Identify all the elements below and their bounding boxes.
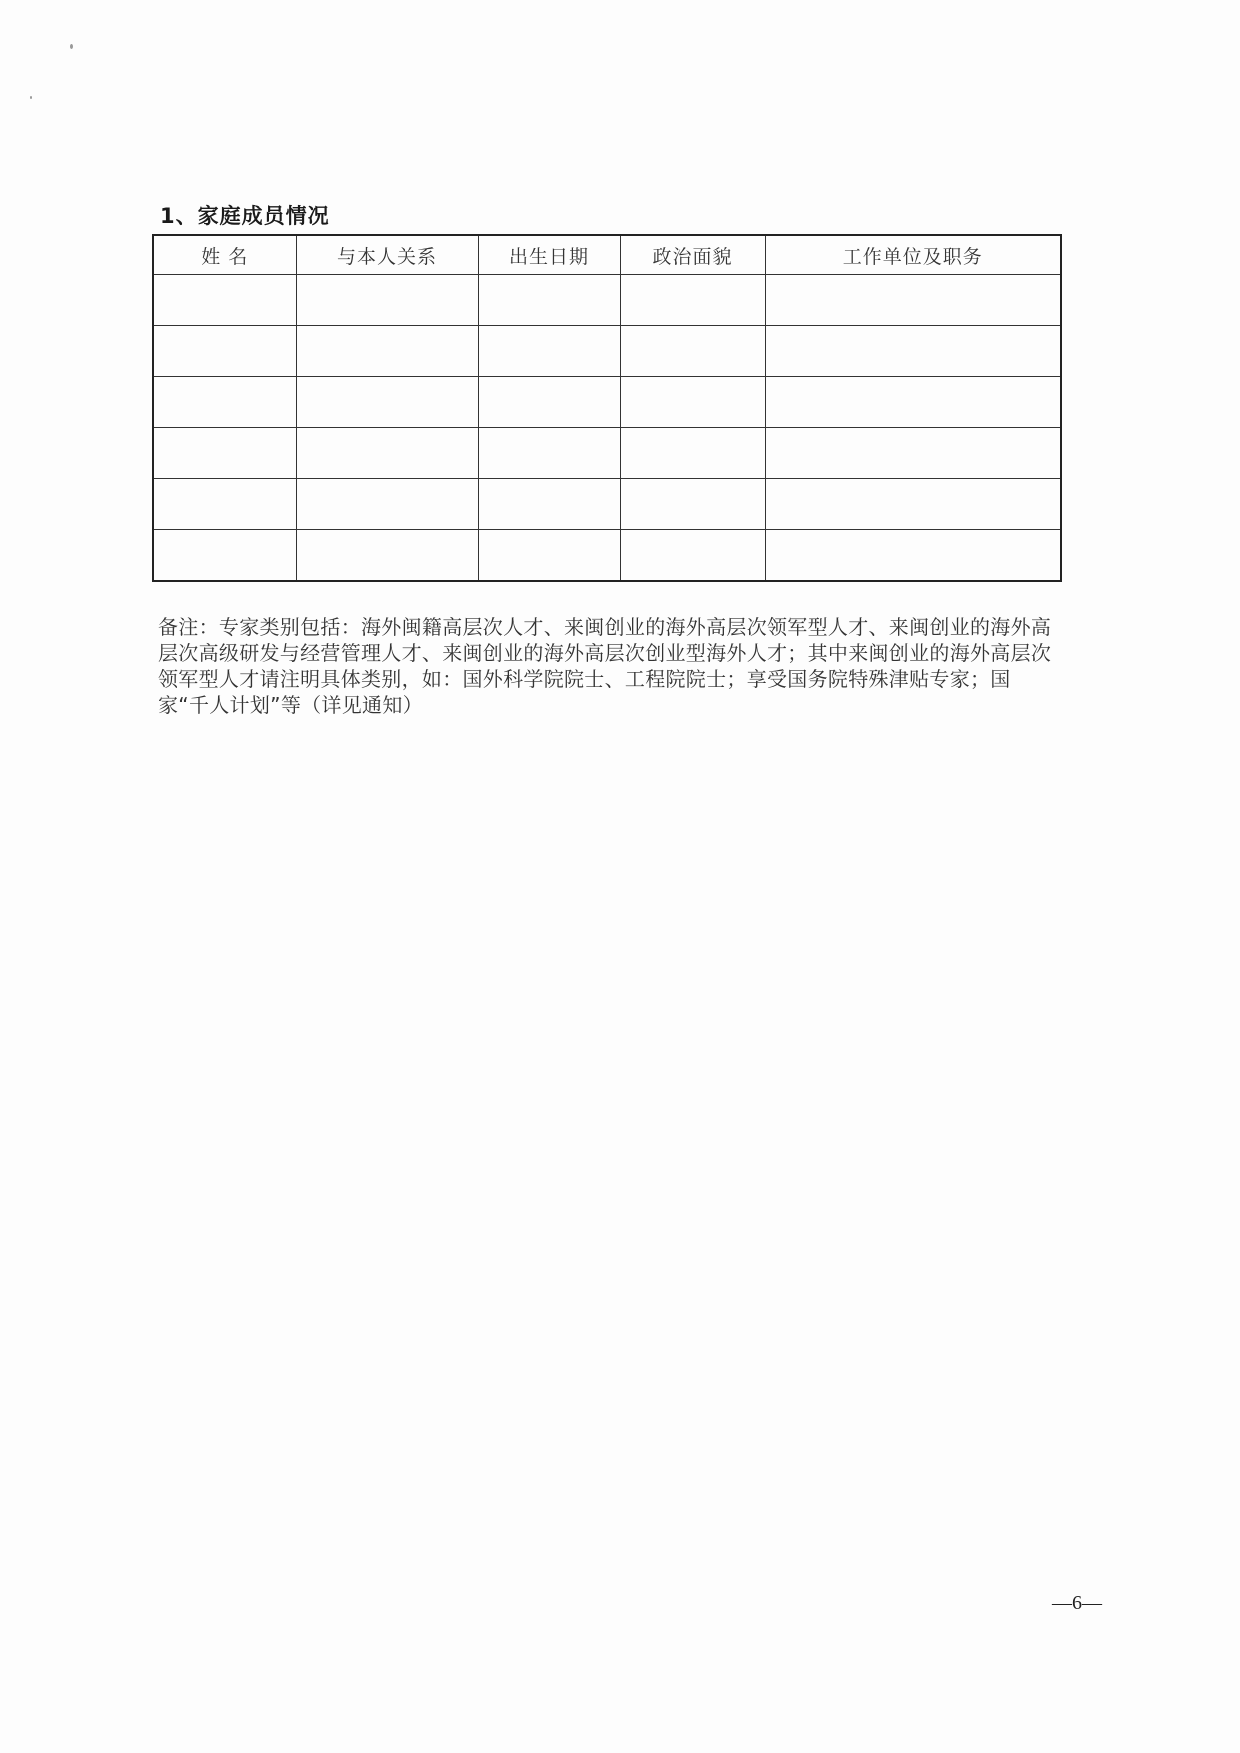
table-cell (765, 428, 1061, 479)
table-cell (153, 530, 296, 582)
table-cell (620, 377, 765, 428)
table-cell (296, 479, 478, 530)
table-cell (153, 326, 296, 377)
header-birth-date: 出生日期 (478, 235, 620, 275)
table-cell (296, 530, 478, 582)
table-cell (153, 479, 296, 530)
header-relationship: 与本人关系 (296, 235, 478, 275)
table-cell (478, 326, 620, 377)
table-cell (765, 275, 1061, 326)
scan-speck (30, 96, 32, 99)
table-cell (765, 530, 1061, 582)
table-cell (296, 326, 478, 377)
table-cell (478, 377, 620, 428)
table-cell (620, 428, 765, 479)
table-cell (478, 530, 620, 582)
table-cell (153, 275, 296, 326)
table-row (153, 530, 1061, 582)
scan-speck (70, 44, 73, 49)
table-cell (478, 428, 620, 479)
table-cell (153, 377, 296, 428)
table-cell (478, 479, 620, 530)
table-cell (620, 479, 765, 530)
table-cell (620, 326, 765, 377)
table-cell (478, 275, 620, 326)
table-row (153, 377, 1061, 428)
table-cell (153, 428, 296, 479)
table-cell (765, 377, 1061, 428)
table-cell (296, 377, 478, 428)
table-row (153, 479, 1061, 530)
page-number: —6— (1052, 1592, 1102, 1614)
table-row (153, 428, 1061, 479)
table-cell (765, 326, 1061, 377)
table-cell (765, 479, 1061, 530)
section-title: 1、家庭成员情况 (160, 204, 330, 228)
table-cell (296, 275, 478, 326)
header-political-status: 政治面貌 (620, 235, 765, 275)
remarks-note: 备注：专家类别包括：海外闽籍高层次人才、来闽创业的海外高层次领军型人才、来闽创业的海外高层次高级研发与经营管理人才、来闽创业的海外高层次创业型海外人才；其中来闽创业的海外高层次领军型人才请注明具体类别，如：国外科学院院士、工程院院士；享受国务院特殊津贴专家；国家“千人计划”等（详见通知） (158, 615, 1052, 717)
family-members-table (152, 234, 1062, 582)
header-employer-position: 工作单位及职务 (765, 235, 1061, 275)
table-cell (620, 530, 765, 582)
table-row (153, 326, 1061, 377)
table-cell (296, 428, 478, 479)
table-header-row (153, 235, 1061, 275)
table-row (153, 275, 1061, 326)
table-cell (620, 275, 765, 326)
header-name: 姓 名 (153, 235, 296, 275)
